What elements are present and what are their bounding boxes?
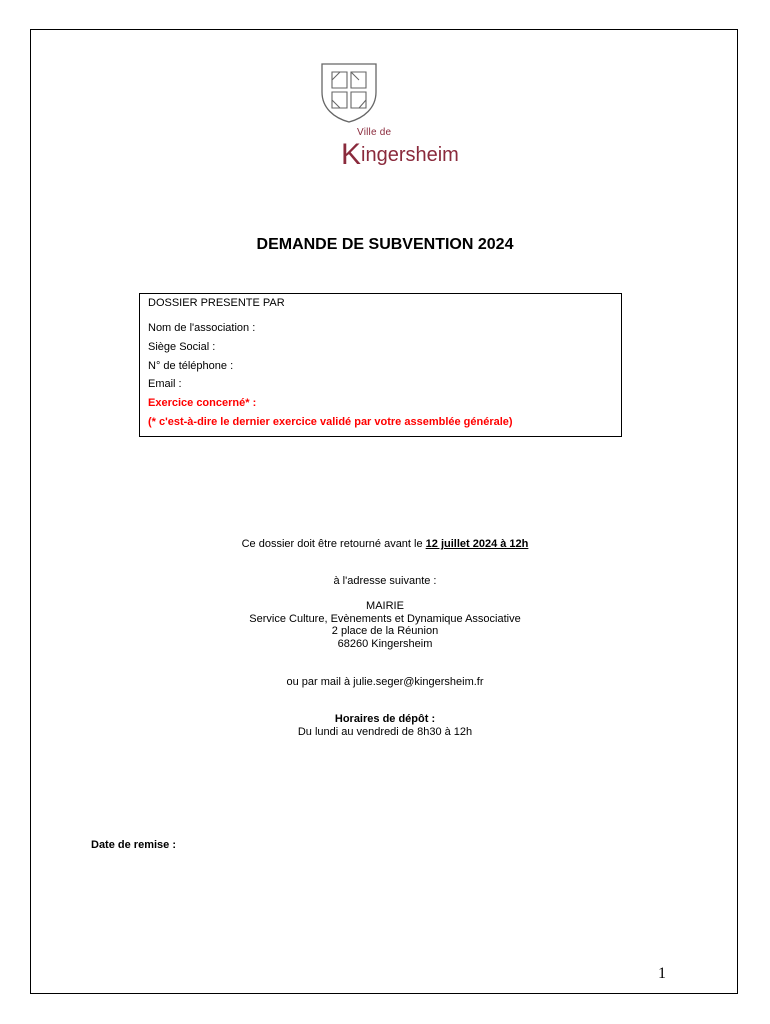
logo-city-name (341, 135, 459, 169)
deadline-line (0, 538, 770, 550)
field-email: Email : (148, 378, 182, 390)
mail-line: ou par mail à julie.seger@kingersheim.fr (286, 676, 484, 688)
logo-name-rest: ingersheim (361, 144, 459, 166)
city-logo (318, 61, 459, 171)
hours-text: Du lundi au vendredi de 8h30 à 12h (297, 726, 473, 738)
address-line-3: 2 place de la Réunion (331, 625, 439, 637)
field-association-name: Nom de l'association : (148, 322, 256, 334)
dossier-box (139, 293, 622, 437)
address-line-4: 68260 Kingersheim (337, 638, 433, 650)
deadline-prefix: Ce dossier doit être retourné avant le (241, 538, 426, 550)
address-intro: à l'adresse suivante : (333, 575, 437, 587)
field-exercise: Exercice concerné* : (148, 397, 257, 409)
address-line-2: Service Culture, Evènements et Dynamique Associative (249, 613, 521, 625)
hours-label: Horaires de dépôt : (334, 713, 436, 725)
field-telephone: N° de téléphone : (148, 360, 234, 372)
date-remise-label: Date de remise : (91, 839, 176, 851)
dossier-header: DOSSIER PRESENTE PAR (148, 297, 285, 309)
deadline-date: 12 juillet 2024 à 12h (425, 538, 529, 550)
page-number: 1 (658, 965, 666, 982)
address-line-1: MAIRIE (366, 600, 404, 612)
coat-of-arms-icon (320, 62, 380, 124)
logo-ville-de: Ville de (357, 127, 392, 138)
document-title: DEMANDE DE SUBVENTION 2024 (256, 236, 514, 253)
logo-letter-k: K (341, 138, 362, 171)
exercise-note: (* c'est-à-dire le dernier exercice validé par votre assemblée générale) (148, 416, 513, 428)
field-siege-social: Siège Social : (148, 341, 216, 353)
